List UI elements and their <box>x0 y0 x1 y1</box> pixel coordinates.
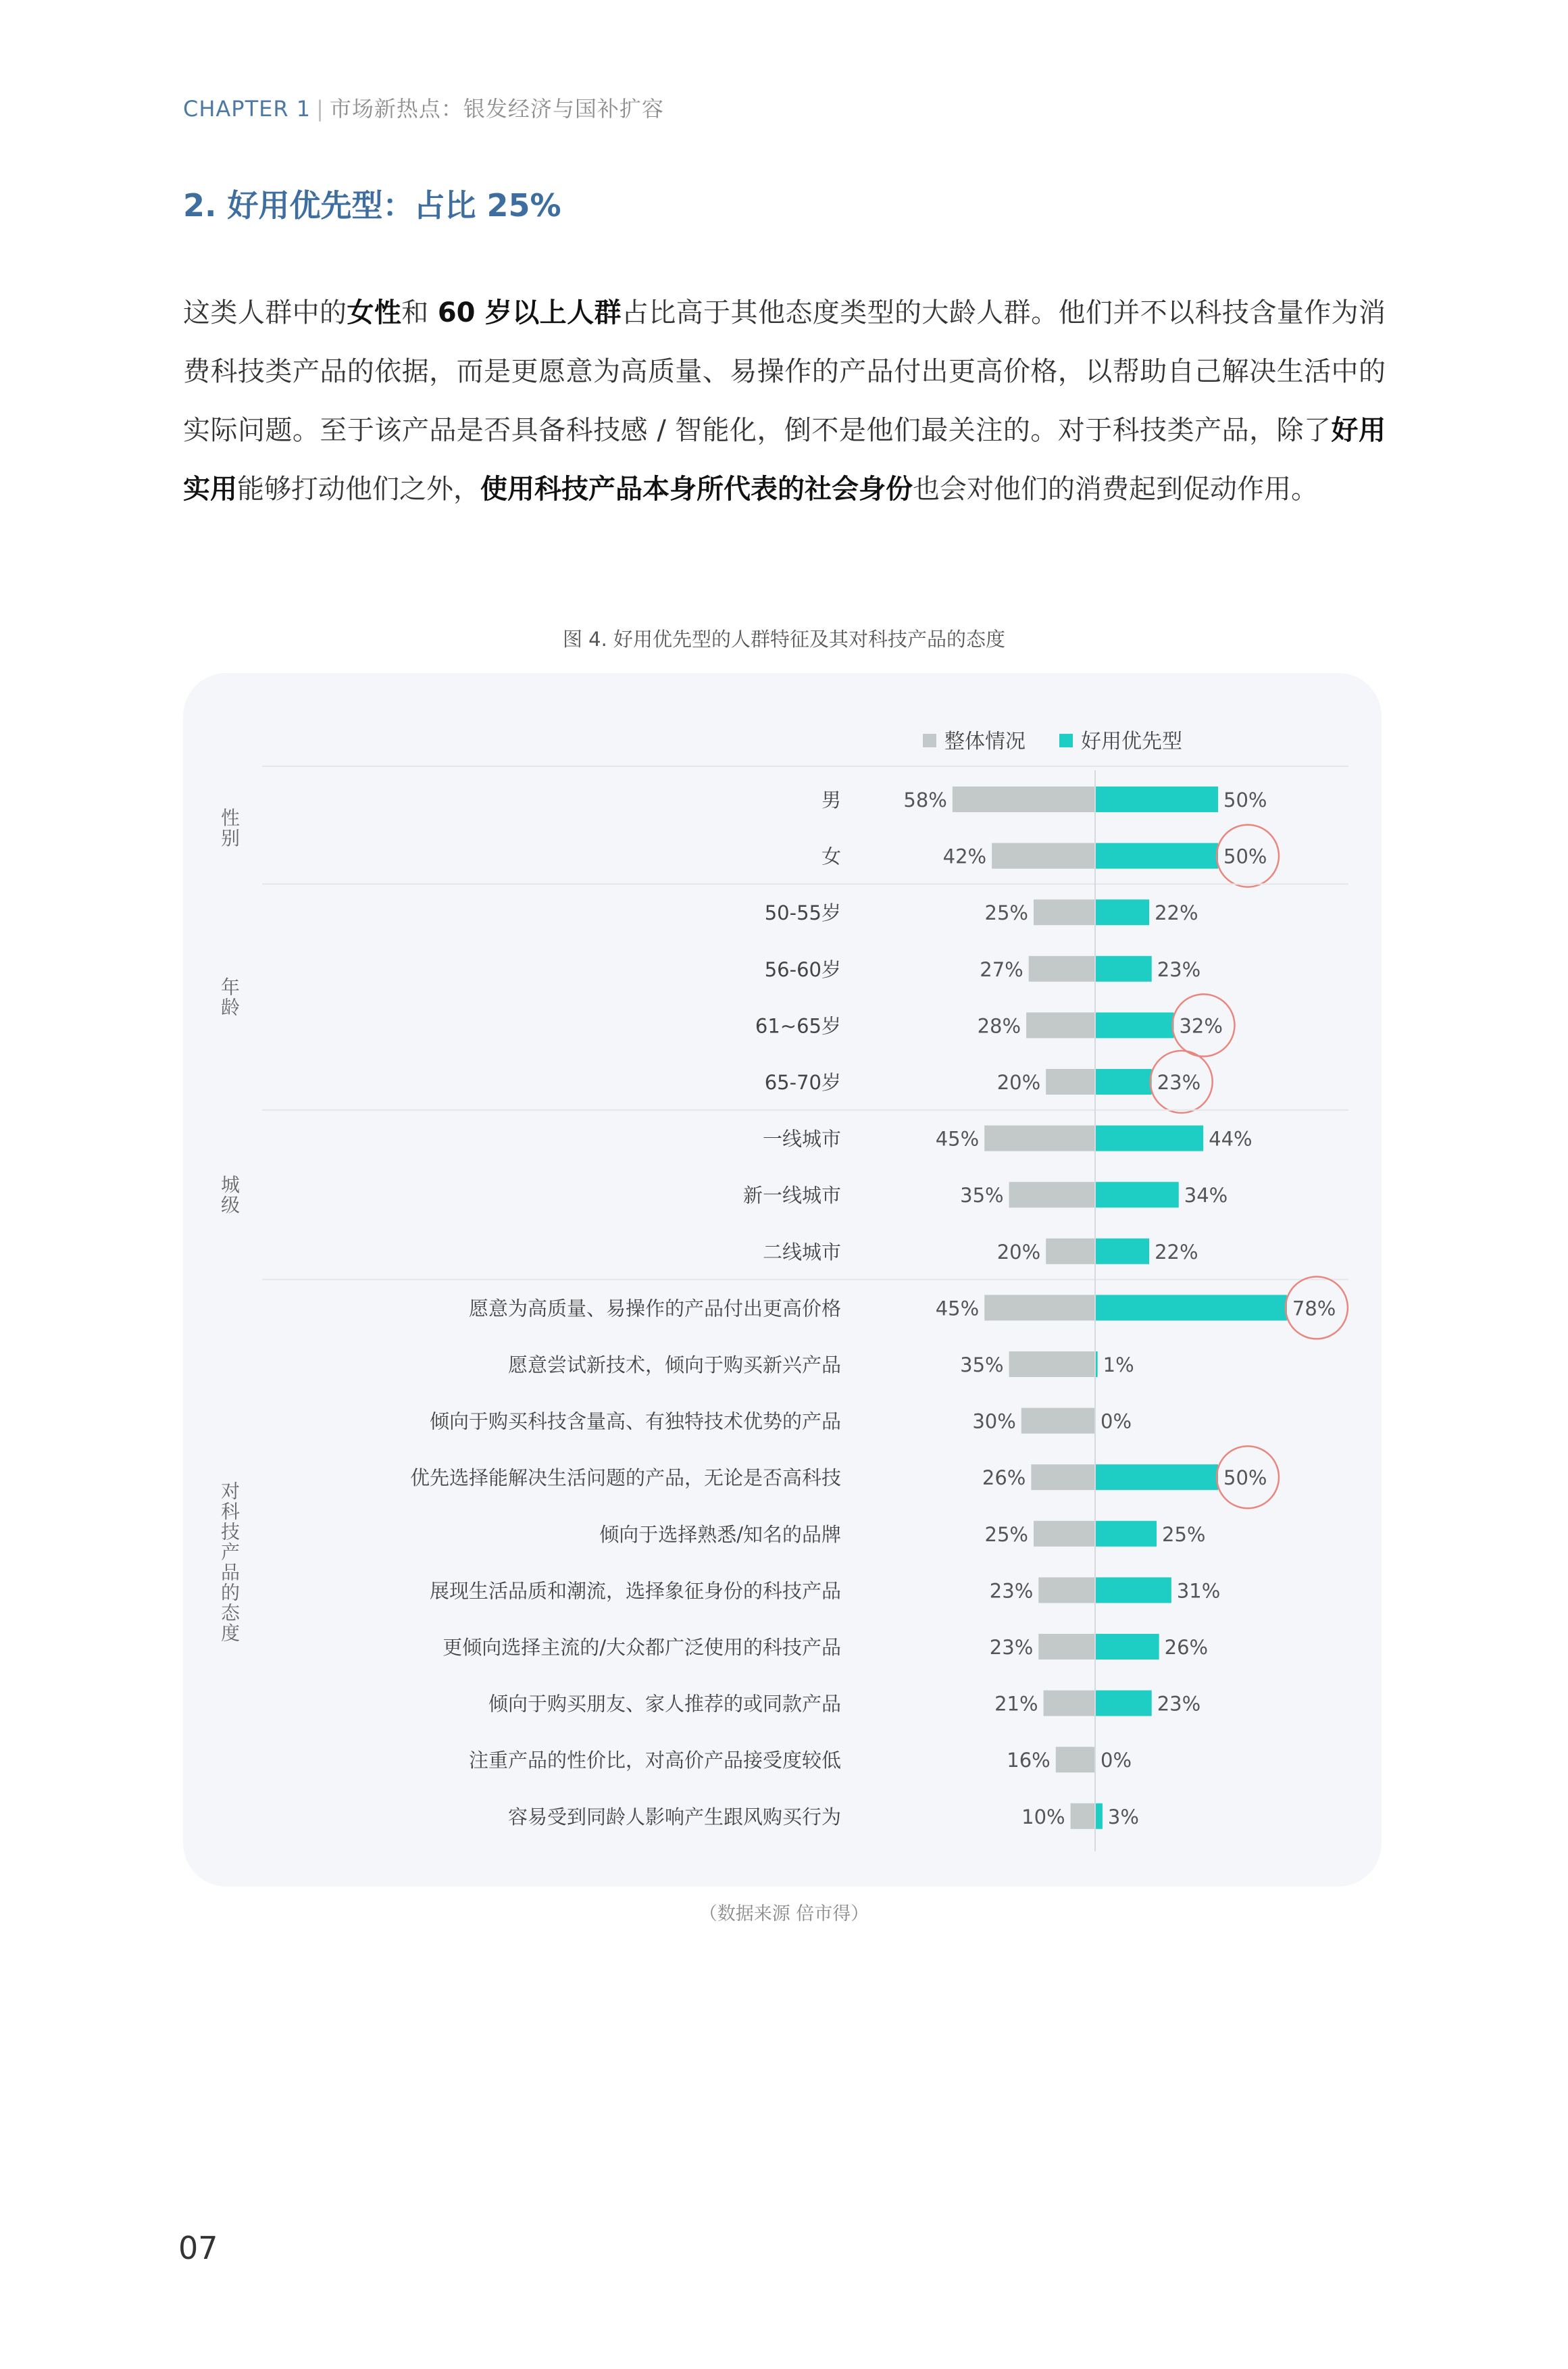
page-number: 07 <box>178 2230 218 2266</box>
category-label: 二线城市 <box>762 1240 841 1264</box>
category-label: 女 <box>821 845 841 868</box>
bar-type <box>1095 1691 1152 1716</box>
bar-type <box>1095 899 1149 925</box>
value-label-overall: 25% <box>984 901 1028 925</box>
value-label-overall: 21% <box>994 1692 1038 1716</box>
value-label-overall: 23% <box>989 1579 1034 1603</box>
bar-type <box>1095 1803 1103 1829</box>
bar-overall <box>1056 1747 1095 1772</box>
bar-overall <box>1009 1351 1095 1377</box>
group-label-char: 科 <box>220 1500 241 1523</box>
category-label: 更倾向选择主流的/大众都广泛使用的科技产品 <box>442 1636 841 1659</box>
bar-type <box>1095 1634 1159 1660</box>
group-label-char: 对 <box>220 1480 241 1503</box>
category-label: 男 <box>821 789 841 812</box>
value-label-overall: 20% <box>996 1240 1041 1264</box>
body-text-1: 这类人群中的 <box>183 297 347 328</box>
bar-type <box>1095 1239 1149 1264</box>
value-label-type: 23% <box>1157 957 1201 981</box>
category-label: 50-55岁 <box>764 901 841 925</box>
category-label: 容易受到同龄人影响产生跟风购买行为 <box>507 1805 841 1828</box>
body-bold-3: 好用实用 <box>183 415 1386 505</box>
body-bold-1: 女性 <box>347 297 402 328</box>
group-label-char: 品 <box>220 1561 241 1584</box>
bar-type <box>1095 1012 1173 1038</box>
category-label: 56-60岁 <box>764 957 841 981</box>
body-text-4: 能够打动他们之外， <box>237 474 480 505</box>
category-label: 倾向于选择熟悉/知名的品牌 <box>599 1522 841 1546</box>
body-bold-2: 60 岁以上人群 <box>437 297 622 328</box>
bar-overall <box>1009 1182 1095 1207</box>
value-label-type: 26% <box>1164 1636 1209 1659</box>
bar-overall <box>1071 1803 1095 1829</box>
bar-type <box>1095 1521 1157 1547</box>
value-label-type: 50% <box>1223 845 1267 868</box>
group-label-char: 态 <box>220 1601 241 1624</box>
bar-type <box>1095 843 1218 869</box>
data-source: （数据来源 倍市得） <box>699 1903 869 1924</box>
chapter-label: CHAPTER 1 <box>183 96 311 122</box>
bar-type <box>1095 1464 1218 1490</box>
bar-overall <box>1034 1521 1095 1547</box>
value-label-type: 1% <box>1103 1353 1134 1376</box>
chapter-subtitle: 市场新热点：银发经济与国补扩容 <box>329 96 664 122</box>
bar-overall <box>1038 1634 1095 1660</box>
bar-overall <box>953 787 1095 812</box>
bar-overall <box>1044 1691 1095 1716</box>
group-label-char: 技 <box>220 1520 241 1543</box>
value-label-overall: 35% <box>960 1353 1004 1376</box>
body-text-3: 占比高于其他态度类型的大龄人群。他们并不以科技含量作为消费科技类产品的依据，而是更愿意为高质量、易操作的产品付出更高价格，以帮助自己解决生活中的实际问题。至于该产品是否具备科技感 / 智能化，倒不是他们最关注的。对于科技类产品，除了 <box>183 297 1386 446</box>
category-label: 注重产品的性价比，对高价产品接受度较低 <box>468 1749 841 1772</box>
category-label: 61~65岁 <box>755 1014 841 1038</box>
category-label: 一线城市 <box>762 1127 841 1151</box>
legend-label-overall: 整体情况 <box>944 730 1026 753</box>
bar-overall <box>1031 1464 1095 1490</box>
value-label-type: 22% <box>1155 1240 1198 1264</box>
bar-type <box>1095 1126 1203 1151</box>
value-label-type: 32% <box>1179 1014 1223 1038</box>
group-label-char: 的 <box>220 1581 241 1604</box>
body-text-2: 和 <box>401 297 438 328</box>
group-label <box>221 1174 240 1216</box>
figure-caption: 图 4. 好用优先型的人群特征及其对科技产品的态度 <box>562 628 1006 651</box>
category-label: 愿意尝试新技术，倾向于购买新兴产品 <box>507 1353 841 1376</box>
value-label-type: 44% <box>1209 1127 1253 1151</box>
bar-type <box>1095 956 1152 982</box>
value-label-type: 50% <box>1223 789 1267 812</box>
bar-overall <box>1034 899 1095 925</box>
group-label-char: 性 <box>220 806 241 829</box>
value-label-overall: 25% <box>984 1522 1028 1546</box>
value-label-overall: 10% <box>1021 1805 1065 1828</box>
value-label-overall: 45% <box>935 1297 980 1320</box>
value-label-overall: 16% <box>1007 1749 1051 1772</box>
category-label: 新一线城市 <box>742 1184 841 1207</box>
group-label <box>221 1480 241 1645</box>
value-label-type: 25% <box>1162 1522 1206 1546</box>
value-label-overall: 58% <box>903 789 947 812</box>
value-label-overall: 26% <box>982 1466 1026 1490</box>
bar-overall <box>1046 1239 1095 1264</box>
value-label-type: 22% <box>1155 901 1198 925</box>
group-label-char: 产 <box>220 1541 241 1564</box>
value-label-overall: 42% <box>942 845 987 868</box>
header-separator: | <box>316 96 324 122</box>
value-label-overall: 45% <box>935 1127 980 1151</box>
group-label <box>221 976 240 1019</box>
bar-type <box>1095 1577 1171 1603</box>
value-label-type: 23% <box>1157 1071 1201 1094</box>
category-label: 倾向于购买朋友、家人推荐的或同款产品 <box>488 1692 841 1716</box>
value-label-overall: 35% <box>960 1184 1004 1207</box>
body-bold-4: 使用科技产品本身所代表的社会身份 <box>480 474 913 505</box>
category-label: 65-70岁 <box>764 1071 841 1094</box>
bar-type <box>1095 1295 1287 1320</box>
section-title: 2. 好用优先型：占比 25% <box>183 187 561 224</box>
bar-overall <box>984 1126 1095 1151</box>
value-label-type: 34% <box>1184 1184 1228 1207</box>
group-label-char: 度 <box>220 1622 241 1645</box>
value-label-type: 0% <box>1101 1410 1132 1433</box>
group-label-char: 城 <box>220 1174 241 1197</box>
group-label <box>221 807 240 849</box>
value-label-type: 3% <box>1107 1805 1139 1828</box>
bar-overall <box>984 1295 1095 1320</box>
bar-overall <box>1046 1069 1095 1095</box>
category-label: 愿意为高质量、易操作的产品付出更高价格 <box>468 1297 841 1320</box>
value-label-overall: 20% <box>996 1071 1041 1094</box>
group-label-char: 龄 <box>220 996 241 1019</box>
value-label-overall: 23% <box>989 1636 1034 1659</box>
bar-overall <box>1026 1012 1095 1038</box>
bar-overall <box>1029 956 1095 982</box>
body-text-5: 也会对他们的消费起到促动作用。 <box>913 474 1318 505</box>
group-label-char: 别 <box>220 826 241 849</box>
category-label: 倾向于购买科技含量高、有独特技术优势的产品 <box>429 1410 841 1433</box>
category-label: 展现生活品质和潮流，选择象征身份的科技产品 <box>429 1579 841 1603</box>
bar-type <box>1095 787 1218 812</box>
bar-type <box>1095 1182 1179 1207</box>
bar-overall <box>1038 1577 1095 1603</box>
bar-overall <box>1021 1408 1095 1434</box>
value-label-overall: 27% <box>980 957 1023 981</box>
bar-type <box>1095 1069 1152 1095</box>
group-label-char: 级 <box>220 1194 241 1217</box>
value-label-type: 78% <box>1292 1297 1336 1320</box>
legend-label-type: 好用优先型 <box>1081 730 1182 753</box>
value-label-overall: 28% <box>977 1014 1021 1038</box>
value-label-type: 31% <box>1176 1579 1221 1603</box>
value-label-type: 0% <box>1101 1749 1132 1772</box>
value-label-type: 23% <box>1157 1692 1201 1716</box>
value-label-overall: 30% <box>972 1410 1016 1433</box>
value-label-type: 50% <box>1223 1466 1267 1490</box>
category-label: 优先选择能解决生活问题的产品，无论是否高科技 <box>409 1466 841 1490</box>
group-label-char: 年 <box>220 976 241 999</box>
bar-overall <box>992 843 1095 869</box>
